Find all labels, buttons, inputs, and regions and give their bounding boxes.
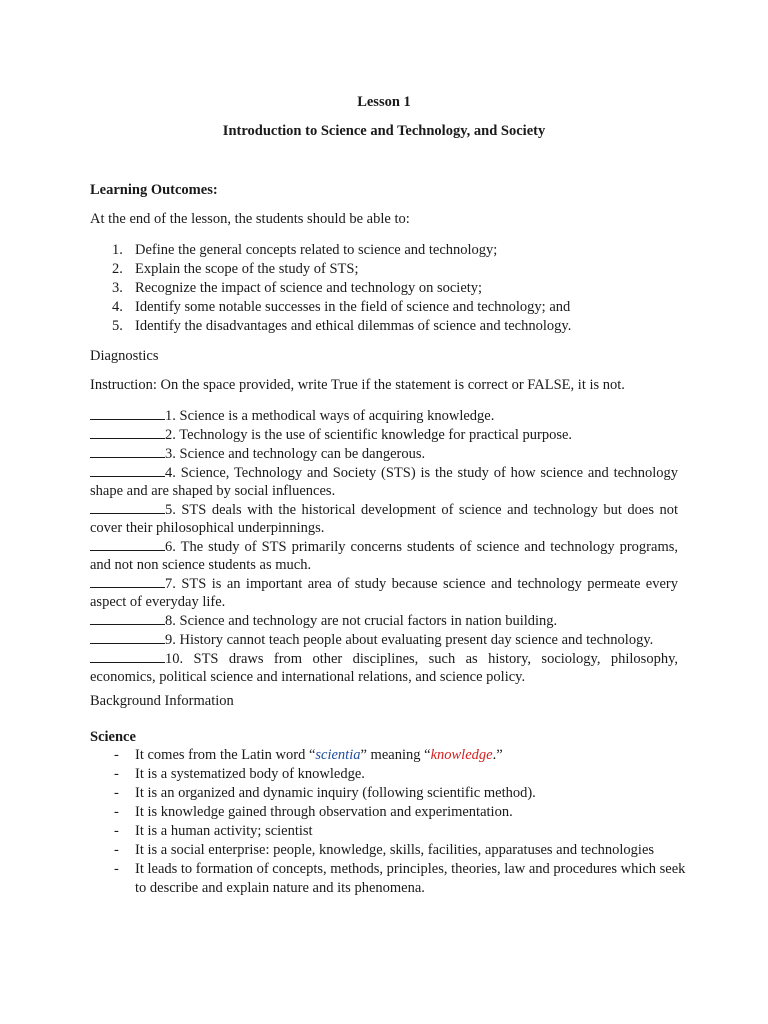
diagnostics-questions xyxy=(90,406,678,686)
question-item xyxy=(90,463,678,500)
outcome-number: 1. xyxy=(112,242,123,258)
question-item xyxy=(90,649,678,686)
science-definition-list xyxy=(90,746,690,898)
question-number: 3. xyxy=(165,446,176,462)
science-item-text: It is a systematized body of knowledge. xyxy=(135,766,365,782)
outcome-item xyxy=(90,260,690,279)
question-number: 9. xyxy=(165,632,176,648)
answer-blank[interactable] xyxy=(90,649,165,663)
question-text: Science and technology can be dangerous. xyxy=(179,446,426,462)
outcome-item xyxy=(90,317,690,336)
etymology-suffix: .” xyxy=(492,747,503,763)
question-item xyxy=(90,500,678,537)
answer-blank[interactable] xyxy=(90,500,165,514)
question-text: Science is a methodical ways of acquiring knowledge. xyxy=(179,408,495,424)
learning-outcomes-heading: Learning Outcomes: xyxy=(90,182,218,198)
science-item-text: It is knowledge gained through observation and experimentation. xyxy=(135,804,513,820)
learning-outcomes-list xyxy=(90,241,690,336)
question-text: Science and technology are not crucial factors in nation building. xyxy=(179,613,558,629)
latin-word: scientia xyxy=(315,747,361,763)
answer-blank[interactable] xyxy=(90,406,165,420)
question-item xyxy=(90,444,678,463)
science-list-item xyxy=(90,746,690,765)
question-number: 6. xyxy=(165,539,176,555)
outcome-text: Define the general concepts related to science and technology; xyxy=(135,242,498,258)
science-list-item xyxy=(90,822,690,841)
science-item-text: It is an organized and dynamic inquiry (following scientific method). xyxy=(135,785,536,801)
science-list-item xyxy=(90,784,690,803)
question-number: 7. xyxy=(165,576,176,592)
learning-outcomes-intro: At the end of the lesson, the students should be able to: xyxy=(90,211,410,227)
question-text: Technology is the use of scientific knowledge for practical purpose. xyxy=(179,427,573,443)
question-number: 8. xyxy=(165,613,176,629)
dash-bullet: - xyxy=(114,823,119,839)
question-number: 2. xyxy=(165,427,176,443)
question-text: Science, Technology and Society (STS) is the study of how science and technology shape and are shaped by social influences. xyxy=(90,465,679,499)
lesson-subtitle: Introduction to Science and Technology, and Society xyxy=(222,123,546,139)
outcome-text: Recognize the impact of science and technology on society; xyxy=(135,280,483,296)
meaning-word: knowledge xyxy=(430,747,493,763)
etymology-prefix: It comes from the Latin word “ xyxy=(135,747,316,763)
etymology-middle: ” meaning “ xyxy=(360,747,431,763)
question-item xyxy=(90,537,678,574)
outcome-text: Identify the disadvantages and ethical dilemmas of science and technology. xyxy=(135,318,572,334)
outcome-item xyxy=(90,279,690,298)
diagnostics-instruction: Instruction: On the space provided, write True if the statement is correct or FALSE, it is not. xyxy=(90,377,625,393)
dash-bullet: - xyxy=(114,804,119,820)
science-item-text: It is a social enterprise: people, knowledge, skills, facilities, apparatuses and technologies xyxy=(135,842,655,858)
answer-blank[interactable] xyxy=(90,630,165,644)
science-list-item xyxy=(90,765,690,784)
background-information-heading: Background Information xyxy=(90,693,234,709)
outcome-number: 4. xyxy=(112,299,123,315)
answer-blank[interactable] xyxy=(90,463,165,477)
lesson-title: Lesson 1 xyxy=(357,94,411,110)
answer-blank[interactable] xyxy=(90,611,165,625)
outcome-number: 2. xyxy=(112,261,123,277)
outcome-number: 3. xyxy=(112,280,123,296)
question-number: 10. xyxy=(165,651,184,667)
outcome-item xyxy=(90,241,690,260)
outcome-text: Explain the scope of the study of STS; xyxy=(135,261,359,277)
question-item xyxy=(90,425,678,444)
outcome-item xyxy=(90,298,690,317)
science-list-item xyxy=(90,803,690,822)
outcome-number: 5. xyxy=(112,318,123,334)
question-number: 4. xyxy=(165,465,176,481)
answer-blank[interactable] xyxy=(90,425,165,439)
question-item xyxy=(90,574,678,611)
dash-bullet: - xyxy=(114,785,119,801)
question-item xyxy=(90,630,678,649)
question-text: The study of STS primarily concerns students of science and technology programs, and not non science students as much. xyxy=(90,539,678,573)
science-list-item xyxy=(90,841,690,860)
question-number: 1. xyxy=(165,408,176,424)
answer-blank[interactable] xyxy=(90,444,165,458)
outcome-text: Identify some notable successes in the field of science and technology; and xyxy=(135,299,571,315)
question-text: STS draws from other disciplines, such as history, sociology, philosophy, economics, political science and international relations, and science policy. xyxy=(90,651,679,685)
diagnostics-heading: Diagnostics xyxy=(90,348,159,364)
dash-bullet: - xyxy=(114,766,119,782)
question-item xyxy=(90,611,678,630)
dash-bullet: - xyxy=(114,861,119,877)
science-list-item xyxy=(90,860,690,898)
answer-blank[interactable] xyxy=(90,574,165,588)
science-item-text: It leads to formation of concepts, methods, principles, theories, law and procedures which seek to describe and explain nature and its phenomena. xyxy=(135,861,686,896)
question-text: History cannot teach people about evaluating present day science and technology. xyxy=(179,632,654,648)
answer-blank[interactable] xyxy=(90,537,165,551)
science-heading: Science xyxy=(90,729,136,745)
question-text: STS deals with the historical development of science and technology but does not cover their philosophical underpinnings. xyxy=(90,502,678,536)
question-text: STS is an important area of study because science and technology permeate every aspect of everyday life. xyxy=(90,576,679,610)
question-number: 5. xyxy=(165,502,176,518)
dash-bullet: - xyxy=(114,842,119,858)
dash-bullet: - xyxy=(114,747,119,763)
science-item-text: It is a human activity; scientist xyxy=(135,823,313,839)
question-item xyxy=(90,406,678,425)
